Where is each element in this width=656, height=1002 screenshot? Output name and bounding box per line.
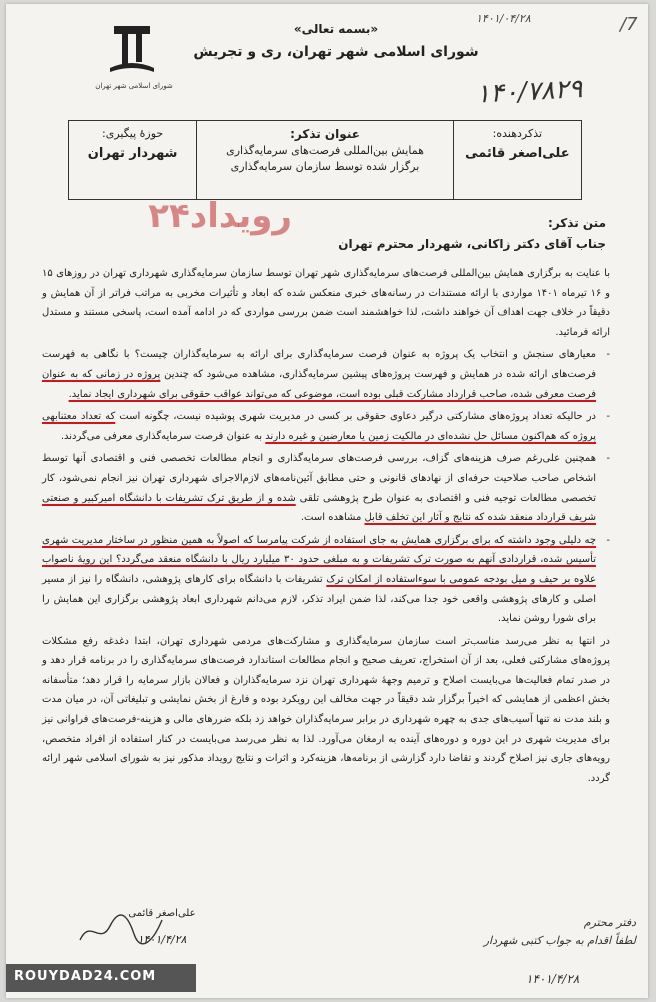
reminder-giver-value: علی‌اصغر قائمی <box>465 146 570 161</box>
council-title: شورای اسلامی شهر تهران، ری و تجریش <box>193 44 479 60</box>
title-line-1: همایش بین‌المللی فرصت‌های سرمایه‌گذاری <box>226 144 424 157</box>
list-item <box>42 345 610 404</box>
followup-cell <box>69 121 197 200</box>
item-2-highlight: که تعداد معتنابهی پروژه که هم‌اکنون مسائل حل نشده‌ای در مالکیت زمین یا معارضین و غیره دارند <box>42 411 596 442</box>
closing-paragraph: در انتها به نظر می‌رسد مناسب‌تر است سازمان سرمایه‌گذاری و مشارکت‌های مردمی شهرداری تهران، ابتدا دغدغه رفع مشکلات پروژه‌های مشارکتی فعلی، بعد از آن استخراج، تعریف صحیح و انجام مطالعات استاندارد فرصت‌های سرمایه‌گذاری را در برنامه قرار دهد و در صدر تمام فعالیت‌ها می‌بایست اصلاح و ترمیم وجههٔ شهرداری تهران نزد سرمایه‌گذاران و فعالان بازار سرمایه را قرار دهد؛ متأسفانه بخش اعظمی از همایشی که اخیراً برگزار شد دقیقاً در جهت مخالف این رویکرد بوده و فارغ از بخش نمایشی و تبلیغاتی آن، در میان مدت و بلند مدت نه تنها آسیب‌های جدی به چهره شهرداری در برابر سرمایه‌گذاران خواهد زد بلکه ضررهای مالی و هزینه-فرصت‌های فراوانی نیز برای مدیریت شهری در این دوره و دوره‌های آینده به ارمغان می‌آورد. لذا به نظر می‌رسد می‌بایست در کنار استفاده از افراد متخصص، رویه‌های جاری نیز اصلاح گردند و تقاضا دارد گزارشی از برنامه‌ها، هزینه‌کرد و اثرات و نتایج رویداد مذکور نیز به شورای اسلامی شهر ارائه گردد. <box>42 635 610 784</box>
list-item <box>42 449 610 527</box>
list-item <box>42 407 610 446</box>
title-line-2: برگزار شده توسط سازمان سرمایه‌گذاری <box>230 160 420 173</box>
council-logo-icon <box>92 22 172 78</box>
handwritten-note-line-2: لطفاً اقدام به جواب کتبی شهردار <box>483 934 636 947</box>
item-3-highlight: شده و از طریق ترک تشریفات با دانشگاه امیرکبیر و صنعتی شریف قرارداد منعقد شده که نتایج و آثار این تخلف قابل <box>42 492 596 524</box>
handwritten-mark: /7 <box>620 14 638 35</box>
item-3-text: همچنین علی‌رغم صرف هزینه‌های گزاف، بررسی فرصت‌های سرمایه‌گذاری و انجام مطالعات تخصصی فنی و اقتصادی آنها توسط اشخاص صاحب صلاحیت حرفه‌ای از نهادهای قانونی و حتی مطابق آئین‌نامه‌های لازم‌الاجرای شهرداری تهران نیز انجام نمی‌شود، کار تخصصی مطالعات توجیه فنی و اقتصادی به عنوان طرح پژوهشی تلقی <box>42 453 596 504</box>
title-cell <box>197 121 454 200</box>
handwritten-number: ۱۴۰/۷۸۲۹ <box>475 74 584 110</box>
text-heading: متن تذکر: <box>548 216 606 230</box>
followup-label: حوزهٔ پیگیری: <box>102 127 164 140</box>
title-label: عنوان تذکر: <box>290 127 360 141</box>
signature-block <box>92 908 232 946</box>
basmala: «بسمه تعالی» <box>293 22 379 36</box>
list-item <box>42 531 610 629</box>
item-4-text-end: تشریفات با دانشگاه برای کارهای پژوهشی، دانشگاه را نیز از مسیر اصلی و کارهای پژوهشی واقعی خود جدا می‌کند، لذا ضمن ایراد تذکر، لازم می‌دانم شهرداری ابعاد پژوهشی برگزاری این همایش را برای شورا روشن نماید. <box>42 573 596 625</box>
document-page <box>6 4 648 998</box>
signature-date: ۱۴۰۱/۴/۲۸ <box>137 933 187 946</box>
item-2-text: در حالیکه تعداد پروژه‌های مشارکتی درگیر دعاوی حقوقی بر کسی در مدیریت شهری پوشیده نیست، چگونه است <box>119 411 597 423</box>
item-1-highlight: پروژه در زمانی که به عنوان فرصت معرفی شده، صاحب قرارداد مشارکت قبلی بوده است، موضوعی که می‌تواند عواقب حقوقی برای شهرداری ایجاد نماید. <box>42 368 596 400</box>
salutation: جناب آقای دکتر زاکانی، شهردار محترم تهران <box>338 237 606 251</box>
handwritten-note <box>476 914 636 950</box>
followup-value: شهردار تهران <box>87 146 178 161</box>
logo-caption: شورای اسلامی شهر تهران <box>95 82 173 90</box>
handwritten-note-date: ۱۴۰۱/۴/۲۸ <box>526 972 580 986</box>
reminder-giver-cell <box>453 121 581 200</box>
footer-site: ROUYDAD24.COM <box>14 969 157 984</box>
watermark: رویداد۲۴ <box>148 196 292 236</box>
intro-paragraph: با عنایت به برگزاری همایش بین‌المللی فرصت‌های سرمایه‌گذاری شهر تهران توسط سازمان سرمایه‌گذاری شهرداری تهران در روزهای ۱۵ و ۱۶ تیرماه ۱۴۰۱ مواردی با ارائه مستندات در رسانه‌های خبری منعکس شده که ابعاد و تأثیرات مخربی به مراتب فراتر از آن همایش و دقیقاً در خلاف جهت اهداف آن خواهند داشت، لذا خواهشمند است ضمن بررسی مواردی که در ادامه آمده است، پاسخی مستند و مستدل ارائه فرمائید. <box>42 268 610 338</box>
letter-body <box>42 264 610 791</box>
signer-name: علی‌اصغر قائمی <box>128 908 196 919</box>
handwritten-date: ۱۴۰۱/۰۴/۲۸ <box>476 12 531 25</box>
item-4-highlight: چه دلیلی وجود داشته که برای برگزاری همایش به جای استفاده از شرکت پیامرسا که اصولاً به همین منظور در ساختار مدیریت شهری تأسیس شده، قراردادی آنهم به صورت ترک تشریفات و به مبلغی حدود ۳۰ میلیارد ریال با دانشگاه منعقد می‌گردد؟ این رویهٔ ناصواب علاوه بر حیف و میل بودجه عمومی با سوءاستفاده از امکان ترک <box>42 534 597 585</box>
reminder-giver-label: تذکردهنده: <box>492 127 543 140</box>
item-3-text-end: مشاهده است. <box>300 512 362 524</box>
handwritten-note-line-1: دفتر محترم <box>583 916 636 929</box>
info-box <box>68 120 582 200</box>
item-2-text-end: به عنوان فرصت سرمایه‌گذاری معرفی می‌گردند. <box>60 430 263 442</box>
item-1-text: معیارهای سنجش و انتخاب یک پروژه به عنوان فرصت سرمایه‌گذاری برای ارائه به سرمایه‌گذاران چیست؟ با نگاهی به فهرست فرصت‌های ارائه شده در همایش و فهرست پروژه‌های پیشین سرمایه‌گذاری، مشاهده می‌شود که چندین <box>42 349 596 380</box>
